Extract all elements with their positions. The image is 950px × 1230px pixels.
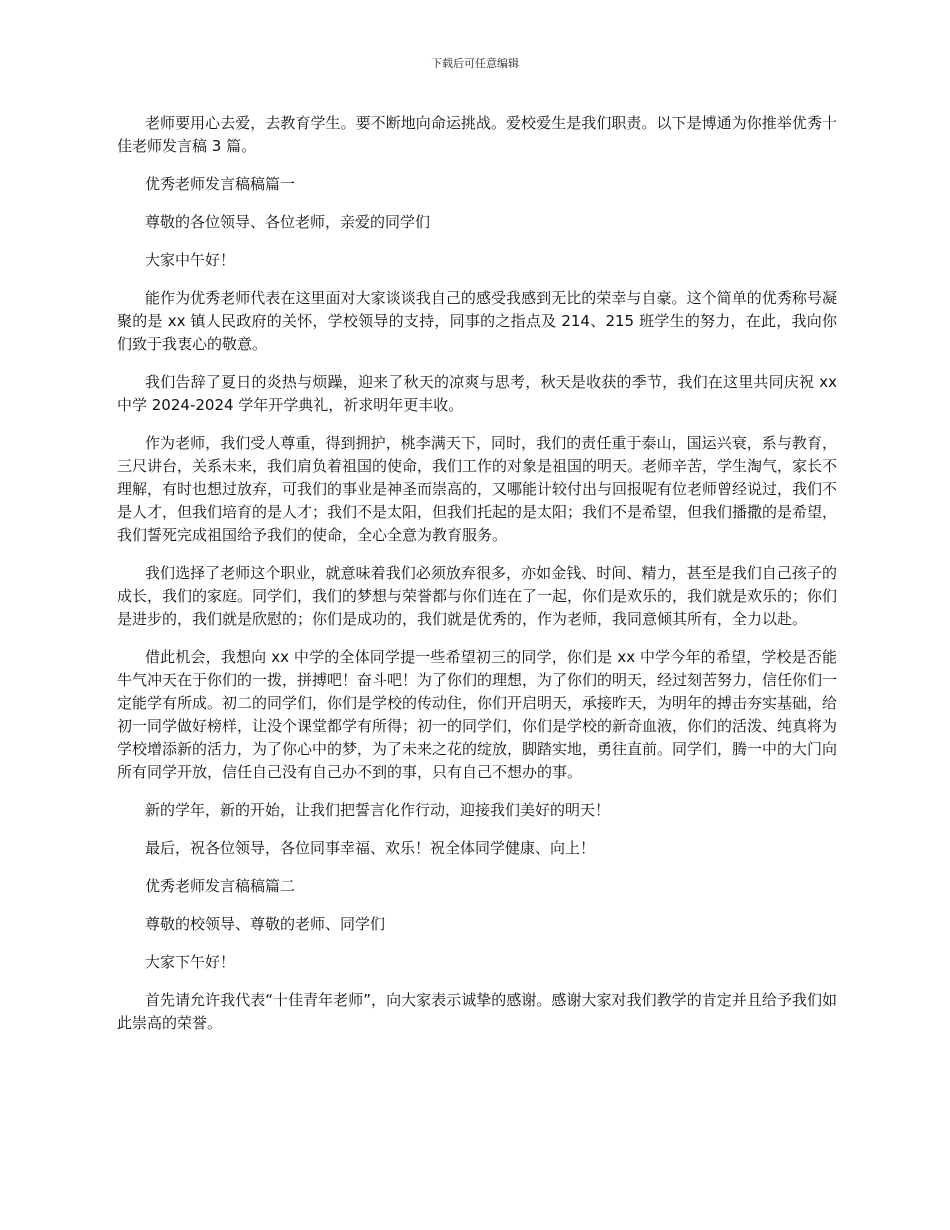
page-header-note: 下载后可任意编辑 bbox=[431, 57, 519, 70]
salutation: 尊敬的各位领导、各位老师，亲爱的同学们 bbox=[145, 213, 431, 231]
body-paragraph: 首先请允许我代表“十佳青年老师”，向大家表示诚挚的感谢。感谢大家对我们教学的肯定并且给予我们如此崇高的荣誉。 bbox=[117, 991, 837, 1032]
greeting: 大家下午好！ bbox=[145, 953, 236, 971]
document-body bbox=[117, 112, 837, 1050]
body-paragraph: 作为老师，我们受人尊重，得到拥护，桃李满天下，同时，我们的责任重于泰山，国运兴衰，系与教育，三尺讲台，关系未来，我们肩负着祖国的使命，我们工作的对象是祖国的明天。老师辛苦，学生淘气，家长不理解，有时也想过放弃，可我们的事业是神圣而崇高的，又哪能计较付出与回报呢有位老师曾经说过，我们不是人才，但我们培育的是人才；我们不是太阳，但我们托起的是太阳；我们不是希望，但我们播撒的是希望，我们誓死完成祖国给予我们的使命，全心全意为教育服务。 bbox=[117, 434, 838, 544]
intro-paragraph: 老师要用心去爱，去教育学生。要不断地向命运挑战。爱校爱生是我们职责。以下是博通为你推举优秀十佳老师发言稿 3 篇。 bbox=[117, 114, 837, 155]
body-paragraph: 新的学年，新的开始，让我们把誓言化作行动，迎接我们美好的明天！ bbox=[145, 801, 611, 819]
salutation: 尊敬的校领导、尊敬的老师、同学们 bbox=[145, 915, 386, 933]
closing-paragraph: 最后，祝各位领导，各位同事幸福、欢乐！祝全体同学健康、向上！ bbox=[145, 839, 596, 857]
body-paragraph: 借此机会，我想向 xx 中学的全体同学提一些希望初三的同学，你们是 xx 中学今年的希望，学校是否能牛气冲天在于你们的一拨，拼搏吧！奋斗吧！为了你们的理想，为了你们的明天，经过刻苦努力，信任你们一定能学有所成。初二的同学们，你们是学校的传动住，你们开启明天，承接昨天，为明年的搏击夯实基础，给初一同学做好榜样，让没个课堂都学有所得；初一的同学们，你们是学校的新奇血液，你们的活泼、纯真将为学校增添新的活力，为了你心中的梦，为了未来之花的绽放，脚踏实地，勇往直前。同学们，腾一中的大门向所有同学开放，信任自己没有自己办不到的事，只有自己不想办的事。 bbox=[117, 648, 838, 781]
body-paragraph: 我们告辞了夏日的炎热与烦躁，迎来了秋天的凉爽与思考，秋天是收获的季节，我们在这里共同庆祝 xx 中学 2024-2024 学年开学典礼，祈求明年更丰收。 bbox=[117, 373, 837, 414]
section-heading-one: 优秀老师发言稿稿篇一 bbox=[145, 175, 296, 193]
body-paragraph: 我们选择了老师这个职业，就意味着我们必须放弃很多，亦如金钱、时间、精力，甚至是我们自己孩子的成长，我们的家庭。同学们，我们的梦想与荣誉都与你们连在了一起，你们是欢乐的，我们就是欢乐的；你们是进步的，我们就是欣慰的；你们是成功的，我们就是优秀的，作为老师，我同意倾其所有，全力以赴。 bbox=[117, 564, 838, 628]
section-heading-two: 优秀老师发言稿稿篇二 bbox=[145, 877, 296, 895]
greeting: 大家中午好！ bbox=[145, 251, 236, 269]
body-paragraph: 能作为优秀老师代表在这里面对大家谈谈我自己的感受我感到无比的荣幸与自豪。这个简单的优秀称号凝聚的是 xx 镇人民政府的关怀，学校领导的支持，同事的之指点及 214、215 班学生的努力，在此，我向你们致于我衷心的敬意。 bbox=[117, 289, 837, 353]
